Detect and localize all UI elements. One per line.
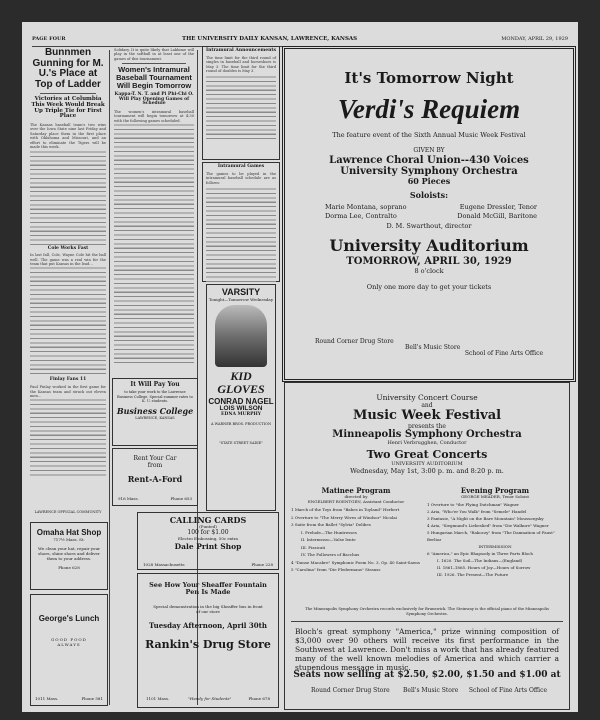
soloist-row [325, 203, 537, 211]
omaha-hat-shop-ad [30, 522, 108, 590]
program-item: 5 "Carolina" from "Die Fledermaus" Strauss [291, 567, 381, 573]
concert-count: Two Great Concerts [366, 448, 488, 462]
intramural-announcements-box [202, 46, 280, 160]
program-item: 6 "America," an Epic Rhapsody in Three Parts Bloch [427, 551, 533, 557]
venue: University Auditorium [329, 235, 529, 255]
choral-union: Lawrence Choral Union--430 Voices [329, 155, 529, 167]
business-college-ad [112, 378, 198, 446]
outlet: School of Fine Arts Office [468, 687, 547, 694]
article-subhead: Kappa-T. N. T. and Pi Phi-Chi O. Will Play Opening Games of Schedule [114, 91, 194, 107]
conductor: Henri Verbrugghen, Conductor [387, 440, 467, 447]
ad-title: Verdi's Requiem [337, 93, 521, 124]
ad-body: Special demonstration in the big Sheaffer bus in front of our store [153, 603, 263, 614]
movie-title: KID GLOVES [217, 369, 265, 397]
program-item: 1 Overture to "the Flying Dutchman" Wagner [427, 502, 519, 508]
ad-phone: Phone 581 [81, 696, 103, 701]
newspaper-page [22, 22, 578, 712]
community-label: LAWRENCE OFFICIAL COMMUNITY [34, 510, 102, 514]
given-by: GIVEN BY [413, 147, 445, 155]
ad-line: from [147, 462, 163, 469]
article-body-2: In last fall, Cole, Wayne Cole hit the ball well. The game was a real win for the team that put Kansas in the lead... [30, 253, 106, 267]
ad-title: See How Your Sheaffer Fountain [149, 581, 267, 589]
text-filler [30, 150, 106, 245]
ad-line: Rent Your Car [133, 455, 177, 462]
divider [291, 621, 563, 622]
article-body-3: Paul Finlay worked in the first game for the Kansas team and struck out eleven men... [30, 385, 106, 398]
directed-by: directed by [344, 494, 368, 500]
text-filler [30, 266, 106, 376]
box-body: The games to be played in the intramural baseball schedule are as follows: [206, 171, 276, 185]
program-item: IV. The Followers of Bacchus [301, 552, 360, 558]
article-subhead-2: Cole Works Fast [47, 245, 89, 251]
article-headline: Women's Intramural Baseball Tournament Will Begin Tomorrow [116, 65, 192, 90]
intramural-article [114, 48, 194, 388]
soloist: Dorma Lee, Contralto [325, 211, 397, 220]
varsity-theatre-ad [206, 284, 276, 511]
sports-article [30, 48, 106, 518]
ad-address: 1101 Mass. [146, 696, 170, 701]
soloist: Donald McGill, Baritone [457, 211, 537, 220]
concert-time: 8 o'clock [414, 267, 444, 276]
concert-times: Wednesday, May 1st, 3:00 p. m. and 8:20 p. m. [350, 466, 504, 475]
article-subhead: Victories at Columbia This Week Would Break Up Triple Tie for First Place [31, 96, 105, 120]
presents: presents the [408, 422, 446, 430]
game-list [206, 187, 276, 282]
article-intro: Solidary. It is quite likely that Lakhime will play in the softball in at least one of the games of this tournament. [114, 48, 194, 61]
ad-title: George's Lunch [38, 614, 100, 623]
program-title: Matinee Program [321, 486, 391, 495]
program-item: II. 1861–1865. Hours of Joy—Hours of Sorrow [437, 565, 531, 571]
outlet: Bell's Music Store [403, 687, 459, 694]
verdi-requiem-ad [282, 46, 576, 382]
tenor-soloist: GEORGE MEADER, Tenor Soloist [460, 494, 530, 500]
outlet: Round Corner Drug Store [311, 687, 390, 694]
ad-title: CALLING CARDS [169, 515, 247, 525]
ad-body: We clean your hat, repair your shoes, shine shoes and deliver them to your address. [38, 546, 100, 562]
box-title: Intramural Games [217, 164, 265, 169]
program-item: II. Intermezzo—Valse lente [301, 537, 356, 543]
coming-feature: "STATE STREET SADIE" [219, 440, 263, 445]
ad-phone: Phone 628 [58, 565, 80, 571]
box-title: Intramural Announcements [205, 48, 277, 53]
soloist-row [325, 212, 537, 220]
and-label: and [421, 402, 433, 409]
soloist: Marie Montana, soprano [325, 202, 407, 211]
outlet: School of Fine Arts Office [464, 350, 543, 357]
production-credit: A WARNER BROS. PRODUCTION [210, 421, 272, 426]
festival-title: Music Week Festival [352, 408, 502, 423]
matinee-program [291, 487, 421, 574]
program-item: 1 March of the Toys from "Babes in Toyland" Herbert [291, 507, 400, 513]
evening-program [427, 487, 563, 578]
ad-title: Rent-A-Ford [127, 474, 183, 484]
ad-phone: Phone 678 [248, 696, 270, 701]
ad-title: It Will Pay You [130, 381, 180, 388]
intramural-games-box [202, 162, 280, 282]
georges-lunch-ad [30, 594, 108, 706]
demo-date: Tuesday Afternoon, April 30th [149, 620, 267, 630]
ad-address: 916 Mass. [118, 496, 139, 501]
program-list [291, 506, 421, 574]
concert-date: TOMORROW, APRIL 30, 1929 [346, 255, 512, 267]
ad-address: 717½ Mass. St. [53, 537, 85, 543]
outlet: Bell's Music Store [405, 344, 461, 351]
ad-extra: Electro Embossing, 50c extra [178, 536, 238, 542]
ad-address: LAWRENCE, KANSAS [135, 415, 175, 420]
director: D. M. Swarthout, director [386, 221, 472, 230]
orchestra-name: Minneapolis Symphony Orchestra [332, 428, 522, 440]
divider [40, 93, 96, 94]
star-name: CONRAD NAGEL [208, 396, 274, 406]
program-item: 4 "Danse Macabre" Symphonic Poem No. 3, Op. 40 Saint-Saens [291, 559, 420, 565]
ad-sub: (Punted) [199, 524, 217, 530]
program-item: I. Prelude—The Huntresses [301, 529, 357, 535]
article-headline: Bunnmen Gunning for M. U.'s Place at Top of Ladder [32, 48, 104, 90]
divider [122, 63, 186, 64]
issue-date: MONDAY, APRIL 29, 1929 [501, 36, 568, 42]
star-name: LOIS WILSON [219, 405, 263, 413]
ad-body: to take your work to the Lawrence Business College. Special summer rates to K. U. students. [117, 390, 193, 403]
program-directors: ENGELBERT ROENTGEN, Assistant Conductor [307, 499, 405, 505]
text-filler [30, 398, 106, 478]
theatre-name: VARSITY [221, 287, 261, 297]
article-body: The Kansas baseball team's two wins over the Iowa State nine last Friday and Saturday place them in the first place with Oklahoma and Missouri, and an effort to eliminate the Tigers will be made this week. [30, 123, 106, 150]
ad-body: GOOD FOOD ALWAYS [51, 637, 87, 648]
recording-note: The Minneapolis Symphony Orchestra records exclusively for Brunswick. The Steinway is the official piano of the Minneapolis Symphony Orchestra. [305, 606, 549, 616]
orchestra: University Symphony Orchestra [340, 165, 518, 177]
program-title: Evening Program [460, 486, 530, 495]
program-item: 5 Hungarian March, "Rakoczy" from "The Damnation of Faust" Berlioz [427, 530, 555, 543]
program-item: 3 Fantasie, "A Night on the Bare Mountain" Moussorgsky [427, 516, 544, 522]
ad-address: 1011 Mass. [35, 696, 59, 701]
ad-phone: Phone 653 [170, 496, 192, 501]
box-body: The time limit for the third round of singles in baseball and horseshoes is May 3. The time limit for the third round of doubles is May 3. [206, 55, 276, 73]
program-item: 2 Overture to "The Merry Wives of Windsor" Nicolai [291, 514, 397, 520]
schedule-list [114, 123, 194, 363]
program-item: 2 Aria, "Who'er You Walk" from "Semele" Handel [427, 509, 527, 515]
program-item: III. Pizzicati [301, 544, 326, 550]
text-filler [206, 75, 276, 140]
ad-logo: Business College [116, 406, 194, 417]
paper-title: THE UNIVERSITY DAILY KANSAN, LAWRENCE, KANSAS [182, 36, 358, 42]
ad-title-2: Pen Is Made [185, 587, 231, 596]
store-slogan: "Handy for Students" [188, 696, 232, 701]
ad-feature: The feature event of the Sixth Annual Music Week Festival [332, 131, 526, 140]
program-item: I. 1620. The Soil—The Indians—(England) [437, 558, 523, 564]
seat-prices: Seats now selling at $2.50, $2.00, $1.50 and $1.00 at [293, 670, 561, 680]
ad-headline: It's Tomorrow Night [344, 69, 514, 87]
sheaffer-pen-ad [137, 573, 279, 708]
program-item: 4 Aria, "Siegmund's Liebeslied" from "Die Walkure" Wagner [427, 523, 549, 529]
rent-a-ford-ad [112, 448, 198, 506]
column-rule [109, 50, 110, 705]
auditorium: UNIVERSITY AUDITORIUM [391, 460, 463, 467]
calling-cards-ad [137, 512, 279, 570]
program-item: INTERMISSION [478, 544, 512, 550]
soloist: Eugene Dressler, Tenor [459, 202, 537, 211]
program-item: 3 Suite from the Ballet "Sylvia" Delibes [291, 522, 371, 528]
outlet: Round Corner Drug Store [315, 338, 394, 345]
ad-phone: Phone 228 [251, 562, 273, 567]
store-name: Rankin's Drug Store [145, 637, 271, 651]
ticket-note: Only one more day to get your tickets [366, 283, 492, 292]
program-list [427, 501, 563, 578]
pieces: 60 Pieces [407, 176, 451, 187]
ad-price: 100 for $1.00 [187, 529, 229, 537]
ad-title: Omaha Hat Shop [36, 528, 102, 537]
page-number: PAGE FOUR [32, 36, 66, 42]
store-name: Dale Print Shop [174, 542, 242, 552]
soloists-label: Soloists: [409, 190, 449, 201]
showtimes: Tonight—Tomorrow Wednesday [208, 297, 274, 303]
ad-address: 1028 Massachusetts [143, 562, 185, 567]
course-name: University Concert Course [376, 393, 478, 402]
article-subhead-3: Finlay Fans 11 [49, 377, 87, 383]
bloch-announcement: Bloch's great symphony "America," prize winning composition of $3,000 over 90 others will receive its first performance in the Southwest at Lawrence. Don't miss a work that has already featured many of the well known melodies of America and which carrier a stupendous message in music. [295, 627, 559, 672]
article-body: The women's intramural baseball tournament will begin tomorrow at 4:30 with the following games scheduled. [114, 110, 194, 123]
program-item: III. 1926. The Present—The Future [437, 572, 509, 578]
movie-illustration [215, 305, 267, 367]
star-name: EDNA MURPHY [221, 411, 261, 417]
music-week-festival-ad [284, 382, 570, 710]
